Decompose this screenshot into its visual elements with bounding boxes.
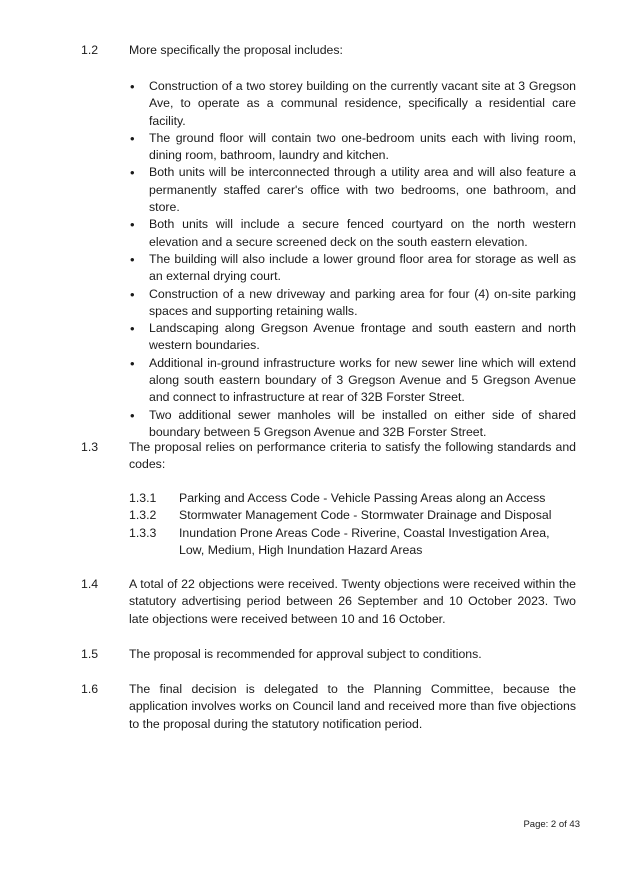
section-1-2-intro: More specifically the proposal includes: [129,43,343,57]
section-1-4-text: A total of 22 objections were received. Twenty objections were received within the statutory advertising period between 26 September and 10 October 2023. Two late objections were received between 10 and 16 October. [129,577,576,626]
sub-item-1-3-2 [129,507,576,524]
bullet-item: • Additional in-ground infrastructure works for new sewer line which will extend along south eastern boundary of 3 Gregson Avenue and 5 Gregson Avenue and connect to infrastructure at rear of 32B Forster Street. [129,355,576,407]
section-number-1-3: 1.3 [81,440,99,454]
section-number-1-5: 1.5 [81,647,99,661]
sub-item-number: 1.3.1 [129,491,157,505]
sub-item-1-3-3 [129,525,576,560]
sub-item-number: 1.3.2 [129,508,157,523]
section-number-1-6: 1.6 [81,682,99,696]
page-number: Page: 2 of 43 [523,819,580,830]
proposal-bullet-list [129,78,576,441]
bullet-item: • Two additional sewer manholes will be installed on either side of shared boundary between 5 Gregson Avenue and 32B Forster Street. [129,407,576,442]
sub-item-text: Parking and Access Code - Vehicle Passing Areas along an Access [179,491,546,505]
sub-item-number: 1.3.3 [129,525,157,540]
sub-item-text: Stormwater Management Code - Stormwater Drainage and Disposal [179,508,552,523]
bullet-item: • Both units will include a secure fenced courtyard on the north western elevation and a secure screened deck on the south eastern elevation. [129,216,576,251]
section-number-1-2: 1.2 [81,43,99,57]
bullet-item: • The ground floor will contain two one-bedroom units each with living room, dining room, bathroom, laundry and kitchen. [129,130,576,165]
standards-codes-list [129,490,576,559]
bullet-item: • Construction of a two storey building on the currently vacant site at 3 Gregson Ave, to operate as a communal residence, specifically a residential care facility. [129,78,576,130]
bullet-item: • Both units will be interconnected through a utility area and will also feature a permanently staffed carer's office with two bedrooms, one bathroom, and store. [129,164,576,216]
bullet-item: • Construction of a new driveway and parking area for four (4) on-site parking spaces and supporting retaining walls. [129,286,576,321]
section-1-5-text: The proposal is recommended for approval subject to conditions. [129,647,482,661]
section-1-6-text: The final decision is delegated to the Planning Committee, because the application involves works on Council land and received more than five objections to the proposal during the statutory notification period. [129,682,576,731]
sub-item-text: Inundation Prone Areas Code - Riverine, Coastal Investigation Area, Low, Medium, High Inundation Hazard Areas [179,525,550,557]
section-1-3-text: The proposal relies on performance criteria to satisfy the following standards and codes: [129,440,576,472]
section-number-1-4: 1.4 [81,577,99,591]
sub-item-1-3-1 [129,490,576,507]
bullet-item: • The building will also include a lower ground floor area for storage as well as an external drying court. [129,251,576,286]
bullet-item: • Landscaping along Gregson Avenue frontage and south eastern and north western boundaries. [129,320,576,355]
